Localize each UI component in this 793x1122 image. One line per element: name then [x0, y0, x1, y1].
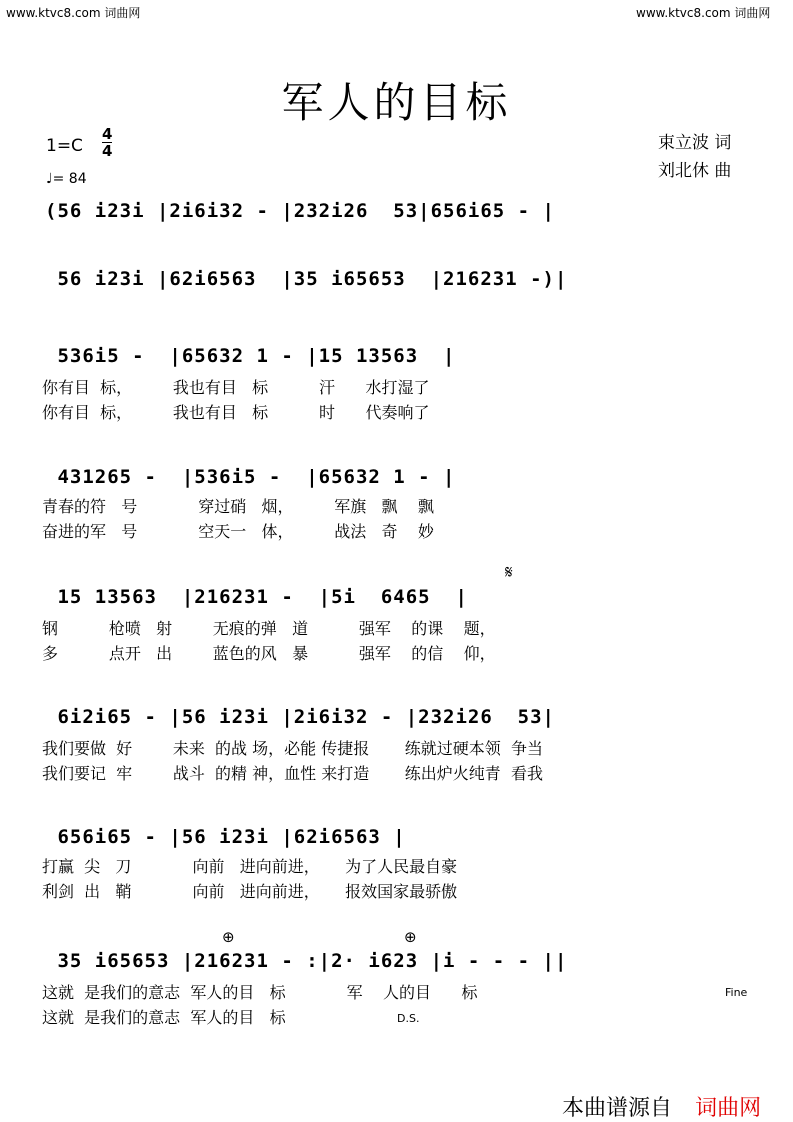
- time-sig-bottom: 4: [102, 142, 113, 160]
- lyric-verse-2: 我们要记 牢 战斗 的精 神，血性 来打造 练出炉火纯青 看我: [42, 764, 543, 783]
- notation-line: 6i2i65 - |56 i23i |2i6i32 - |232i26 53|: [45, 706, 555, 728]
- notation-line: (56 i23i |2i6i32 - |232i26 53|656i65 - |: [45, 200, 555, 222]
- lyric-verse-1: 我们要做 好 未来 的战 场，必能 传捷报 练就过硬本领 争当: [42, 739, 543, 758]
- composer: 刘北休 曲: [658, 161, 732, 181]
- key-signature: 1=C: [46, 136, 83, 156]
- lyric-verse-2: 这就 是我们的意志 军人的目 标: [42, 1008, 286, 1027]
- watermark-right: www.ktvc8.com 词曲网: [636, 6, 771, 20]
- score-system-4: [0, 466, 793, 566]
- footer-source: [562, 1091, 761, 1122]
- lyric-verse-2: 多 点开 出 蓝色的风 暴 强军 的信 仰，: [42, 644, 496, 663]
- time-sig-top: 4: [102, 125, 113, 143]
- notation-line: 431265 - |536i5 - |65632 1 - |: [45, 466, 456, 488]
- watermark-left: www.ktvc8.com 词曲网: [6, 6, 141, 20]
- segno-sign: 𝄋: [505, 562, 513, 583]
- score-system-3: [0, 345, 793, 445]
- lyric-verse-2: 你有目 标， 我也有目 标 时 代奏响了: [42, 403, 430, 422]
- footer-site: 词曲网: [695, 1096, 762, 1121]
- time-signature: [102, 126, 112, 159]
- lyric-verse-1: 钢 枪喷 射 无痕的弹 道 强军 的课 题，: [42, 619, 496, 638]
- ds-marker: D.S.: [397, 1012, 420, 1025]
- lyric-verse-1: 这就 是我们的意志 军人的目 标 军 人的目 标: [42, 983, 478, 1002]
- score-system-6: [0, 706, 793, 806]
- coda-sign-1: ⊕: [222, 928, 235, 946]
- tempo-marking: ♩= 84: [46, 171, 87, 187]
- score-system-7: [0, 826, 793, 926]
- fine-marker: Fine: [725, 986, 748, 999]
- lyric-verse-1: 你有目 标， 我也有目 标 汗 水打湿了: [42, 378, 430, 397]
- coda-sign-2: ⊕: [404, 928, 417, 946]
- score-system-8: [0, 928, 793, 1050]
- lyric-verse-1: 打赢 尖 刀 向前 进向前进， 为了人民最自豪: [42, 857, 458, 876]
- song-title: 军人的目标: [281, 78, 512, 127]
- lyric-verse-1: 青春的符 号 穿过硝 烟， 军旗 飘 飘: [42, 497, 434, 516]
- footer-prefix: 本曲谱源自: [562, 1096, 673, 1121]
- lyric-verse-2: 奋进的军 号 空天一 体， 战法 奇 妙: [42, 522, 434, 541]
- lyric-verse-2: 利剑 出 鞘 向前 进向前进， 报效国家最骄傲: [42, 882, 458, 901]
- lyricist: 束立波 词: [658, 133, 732, 153]
- notation-line: 656i65 - |56 i23i |62i6563 |: [45, 826, 406, 848]
- notation-line: 536i5 - |65632 1 - |15 13563 |: [45, 345, 456, 367]
- notation-line: 15 13563 |216231 - |5i 6465 |: [45, 586, 468, 608]
- score-system-5: [0, 562, 793, 686]
- notation-line: 35 i65653 |216231 - :|2· i623 |i - - - ||: [45, 950, 568, 972]
- notation-line: 56 i23i |62i6563 |35 i65653 |216231 -)|: [45, 268, 568, 290]
